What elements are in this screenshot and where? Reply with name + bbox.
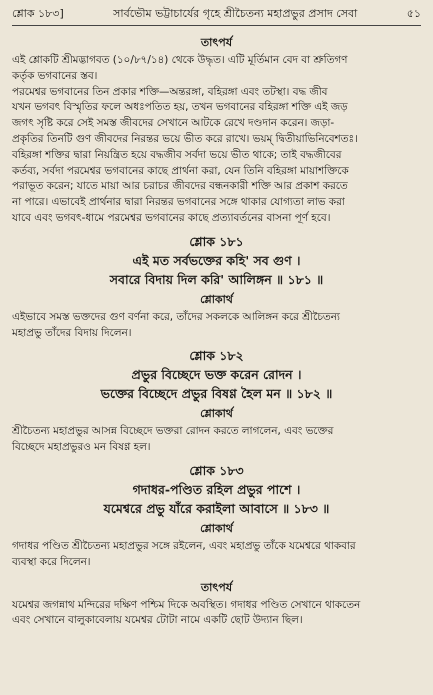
text-line: যখন ভগবৎ বিস্মৃতির ফলে অধঃপতিত হয়, তখন ভগবানের বহিরঙ্গা শক্তি এই জড় bbox=[12, 101, 348, 114]
verse-line: ভক্তের বিচ্ছেদে প্রভুর বিষণ্ণ হৈল মন ॥ ১৮২ ॥ bbox=[100, 386, 333, 402]
text-line: বিচ্ছেদে মহাপ্রভুরও মন বিষণ্ণ হল। bbox=[12, 441, 151, 454]
verse-line: যমেশ্বরে প্রভু যাঁরে করাইলা আবাসে ॥ ১৮৩ ॥ bbox=[103, 500, 330, 516]
purport-label: তাৎপর্য bbox=[200, 36, 233, 49]
text-line: এবং সেখানে বালুকাবেলায় যমেশ্বর টোটা নামে একটি ছোট উদ্যান ছিল। bbox=[12, 614, 303, 627]
translation-label: শ্লোকার্থ bbox=[200, 407, 233, 421]
translation-label: শ্লোকার্থ bbox=[200, 521, 233, 535]
verse-line: প্রভুর বিচ্ছেদে ভক্ত করেন রোদন । bbox=[131, 367, 302, 383]
verse-line: গদাধর-পণ্ডিত রহিল প্রভুর পাশে । bbox=[132, 481, 301, 497]
text-line: কর্তব্য, সর্বদা পরমেশ্বর ভগবানের কাছে প্রার্থনা করা, যেন তিনি বহিরঙ্গা মায়াশক্তিকে bbox=[12, 164, 349, 177]
page-header bbox=[12, 6, 421, 26]
text-line: প্রকৃতির তিনটি গুণ জীবদের নিরন্তর ভয়ে ভীত করে রাখে। ভয়ম্ দ্বিতীয়াভিনিবেশতঃ। bbox=[12, 132, 358, 145]
text-line: মহাপ্রভু তাঁদের বিদায় দিলেন। bbox=[12, 326, 132, 339]
header-verse-ref: শ্লোক ১৮৩] bbox=[12, 7, 64, 20]
text-line: পরাভূত করেন; যাতে মায়া আর চরাচর জীবদের বন্ধনকারী শক্তি আর প্রকাশ করতে bbox=[12, 180, 348, 193]
text-line: ব্যবস্থা করে দিলেন। bbox=[12, 555, 91, 568]
text-line: যমেশ্বর জগন্নাথ মন্দিরের দক্ষিণ পশ্চিম দিকে অবস্থিত। গদাধর পণ্ডিত সেখানে থাকতেন bbox=[12, 598, 361, 611]
text-line: পরমেশ্বর ভগবানের তিন প্রকার শক্তি—অন্তরঙ্গা, বহিরঙ্গা এবং তটস্থা। বদ্ধ জীব bbox=[12, 85, 328, 98]
verse-number: শ্লোক ১৮৩ bbox=[189, 462, 244, 478]
header-chapter-title: সার্বভৌম ভট্টাচার্যের গৃহে শ্রীচৈতন্য মহাপ্রভুর প্রসাদ সেবা bbox=[113, 7, 358, 20]
verse-number: শ্লোক ১৮১ bbox=[189, 233, 244, 249]
text-line: গদাধর পণ্ডিত শ্রীচৈতন্য মহাপ্রভুর সঙ্গে রইলেন, এবং মহাপ্রভু তাঁকে যমেশ্বরে থাকবার bbox=[12, 539, 356, 552]
purport-text bbox=[12, 598, 421, 630]
purport-text bbox=[12, 53, 421, 227]
text-line: শ্রীচৈতন্য মহাপ্রভুর আসন্ন বিচ্ছেদে ভক্তরা রোদন করতে লাগলেন, এবং ভক্তের bbox=[12, 425, 334, 438]
page-number: ৫১ bbox=[406, 7, 421, 20]
text-line: এই শ্লোকটি শ্রীমদ্ভাগবত (১০/৮৭/১৪) থেকে উদ্ধৃত। এটি মূর্তিমান বেদ বা শ্রুতিগণ bbox=[12, 54, 348, 66]
text-line: যাবে এবং ভগবৎ-ধামে পরমেশ্বর ভগবানের কাছে প্রত্যাবর্তনের বাসনা পূর্ণ হবে। bbox=[12, 211, 331, 224]
purport-label: তাৎপর্য bbox=[200, 580, 233, 594]
text-line: বহিরঙ্গা শক্তির দ্বারা নিয়ন্ত্রিত হয়ে বদ্ধজীব সর্বদা ভয়ে ভীত থাকে; তাই বদ্ধজীবের bbox=[12, 148, 342, 161]
translation-text bbox=[12, 310, 421, 342]
verse-line: সবারে বিদায় দিল করি' আলিঙ্গন ॥ ১৮১ ॥ bbox=[109, 271, 324, 287]
text-line: কর্তৃক ভগবানের স্তব। bbox=[12, 69, 98, 82]
text-line: না পারে। এভাবেই প্রার্থনার দ্বারা নিরন্তর ভগবানের সঙ্গে থাকার যোগ্যতা লাভ করা bbox=[12, 196, 345, 209]
translation-text bbox=[12, 539, 421, 571]
translation-text bbox=[12, 424, 421, 456]
verse-number: শ্লোক ১৮২ bbox=[189, 348, 244, 364]
translation-label: শ্লোকার্থ bbox=[200, 292, 233, 306]
verse-line: এই মত সর্বভক্তের কহি' সব গুণ । bbox=[132, 252, 301, 268]
text-line: জগৎ সৃষ্টি করে সেই সমস্ত জীবদের সেখানে আটকে রেখে দণ্ডদান করেন। জড়া- bbox=[12, 117, 335, 130]
text-line: এইভাবে সমস্ত ভক্তদের গুণ বর্ণনা করে, তাঁদের সকলকে আলিঙ্গন করে শ্রীচৈতন্য bbox=[12, 310, 340, 323]
